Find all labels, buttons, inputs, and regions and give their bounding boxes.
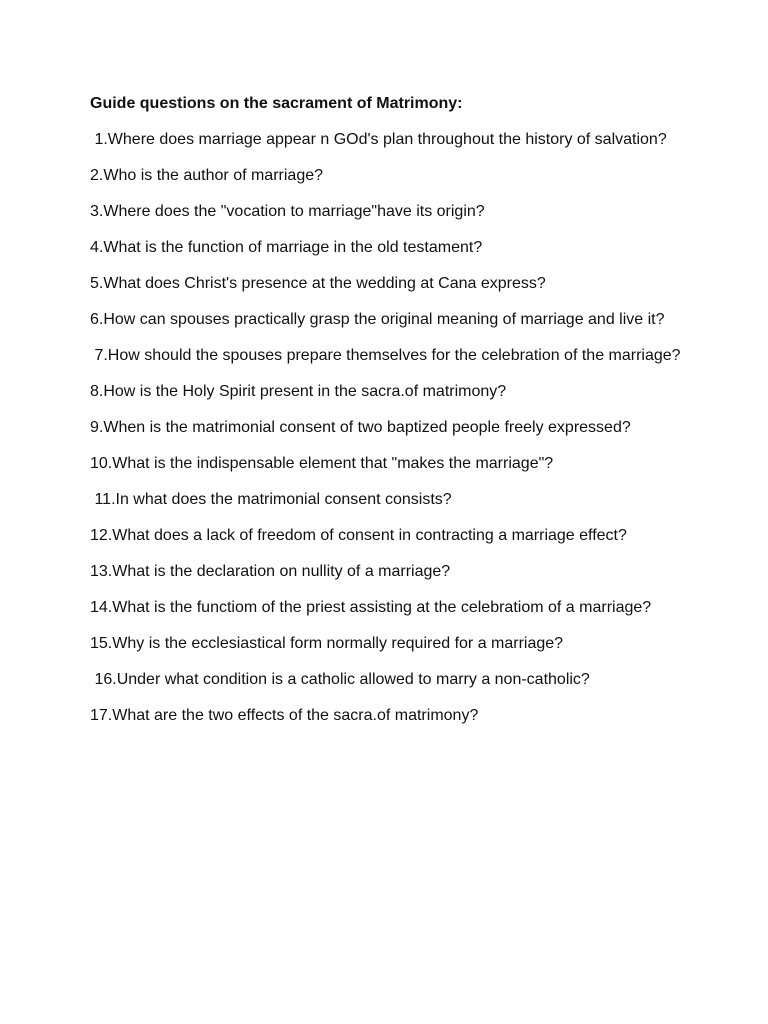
document-title: Guide questions on the sacrament of Matrimony: [90,95,463,112]
question-15: 15.Why is the ecclesiastical form normally required for a marriage? [90,635,564,652]
question-2: 2.Who is the author of marriage? [90,167,324,184]
questions-list [90,128,690,728]
question-16: 16.Under what condition is a catholic allowed to marry a non-catholic? [90,671,590,688]
question-13: 13.What is the declaration on nullity of a marriage? [90,563,451,580]
question-5: 5.What does Christ's presence at the wedding at Cana express? [90,275,546,292]
question-17: 17.What are the two effects of the sacra.of matrimony? [90,707,479,724]
question-3: 3.Where does the "vocation to marriage"have its origin? [90,203,485,220]
question-8: 8.How is the Holy Spirit present in the sacra.of matrimony? [90,383,507,400]
question-6: 6.How can spouses practically grasp the original meaning of marriage and live it? [90,311,665,328]
question-12: 12.What does a lack of freedom of consent in contracting a marriage effect? [90,527,627,544]
question-7: 7.How should the spouses prepare themselves for the celebration of the marriage? [90,347,681,364]
document-page [90,92,690,740]
question-14: 14.What is the functiom of the priest assisting at the celebratiom of a marriage? [90,599,652,616]
question-4: 4.What is the function of marriage in the old testament? [90,239,483,256]
question-10: 10.What is the indispensable element that "makes the marriage"? [90,455,554,472]
question-11: 11.In what does the matrimonial consent consists? [90,491,452,508]
question-9: 9.When is the matrimonial consent of two baptized people freely expressed? [90,419,631,436]
question-1: 1.Where does marriage appear n GOd's plan throughout the history of salvation? [90,131,667,148]
